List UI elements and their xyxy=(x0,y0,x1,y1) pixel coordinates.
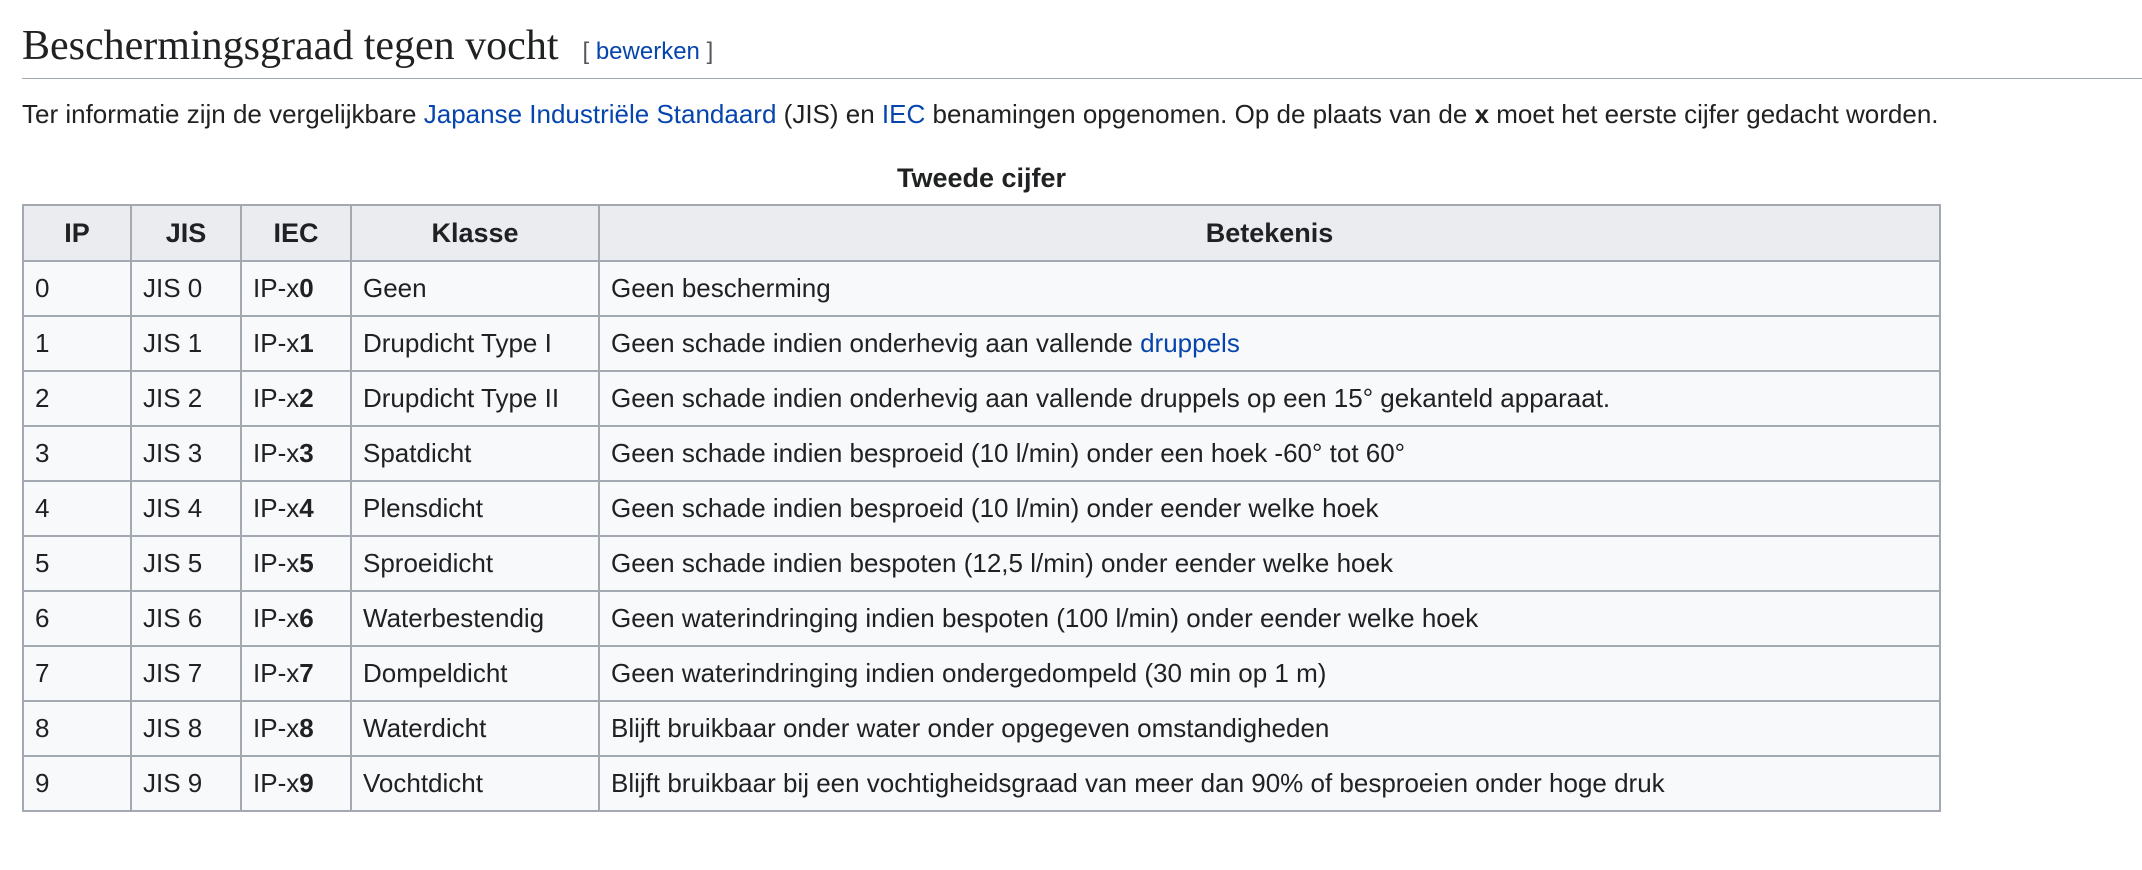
edit-bracket-close: ] xyxy=(706,38,714,65)
cell-ip: 6 xyxy=(23,591,131,646)
iec-prefix: IP-x xyxy=(253,548,300,578)
table-row xyxy=(23,536,1940,591)
iec-digit: 8 xyxy=(299,713,314,743)
intro-text-1: Ter informatie zijn de vergelijkbare xyxy=(22,99,424,129)
betekenis-text: Blijft bruikbaar onder water onder opgegeven omstandigheden xyxy=(611,713,1330,743)
iec-digit: 3 xyxy=(299,438,314,468)
iec-digit: 4 xyxy=(299,493,314,523)
iec-prefix: IP-x xyxy=(253,768,300,798)
iec-digit: 2 xyxy=(299,383,314,413)
table-row xyxy=(23,756,1940,811)
cell-klasse: Plensdicht xyxy=(351,481,599,536)
cell-iec xyxy=(241,646,351,701)
cell-jis: JIS 1 xyxy=(131,316,241,371)
header-ip: IP xyxy=(23,205,131,261)
cell-ip: 7 xyxy=(23,646,131,701)
header-jis: JIS xyxy=(131,205,241,261)
iec-prefix: IP-x xyxy=(253,273,300,303)
iec-digit: 1 xyxy=(299,328,314,358)
table-row xyxy=(23,426,1940,481)
iec-digit: 7 xyxy=(299,658,314,688)
cell-klasse: Dompeldicht xyxy=(351,646,599,701)
cell-jis: JIS 8 xyxy=(131,701,241,756)
iec-prefix: IP-x xyxy=(253,438,300,468)
cell-ip: 9 xyxy=(23,756,131,811)
intro-text-3: benamingen opgenomen. Op de plaats van de xyxy=(925,99,1475,129)
article-section xyxy=(22,20,2142,812)
betekenis-text: Geen schade indien onderhevig aan vallende druppels op een 15° gekanteld apparaat. xyxy=(611,383,1611,413)
cell-ip: 1 xyxy=(23,316,131,371)
table-caption: Tweede cijfer xyxy=(896,163,1067,193)
cell-betekenis xyxy=(599,316,1940,371)
cell-ip: 2 xyxy=(23,371,131,426)
table-row xyxy=(23,371,1940,426)
table-row xyxy=(23,646,1940,701)
intro-bold-x: x xyxy=(1474,99,1490,129)
iec-prefix: IP-x xyxy=(253,713,300,743)
cell-klasse: Vochtdicht xyxy=(351,756,599,811)
iec-prefix: IP-x xyxy=(253,603,300,633)
cell-betekenis xyxy=(599,481,1940,536)
cell-klasse: Sproeidicht xyxy=(351,536,599,591)
cell-klasse: Drupdicht Type I xyxy=(351,316,599,371)
cell-betekenis xyxy=(599,701,1940,756)
cell-iec xyxy=(241,371,351,426)
iec-link[interactable]: IEC xyxy=(881,99,926,129)
betekenis-text: Geen schade indien onderhevig aan vallende xyxy=(611,328,1141,358)
cell-klasse: Geen xyxy=(351,261,599,316)
iec-prefix: IP-x xyxy=(253,328,300,358)
cell-ip: 8 xyxy=(23,701,131,756)
intro-text-2: (JIS) en xyxy=(776,99,882,129)
section-heading-row xyxy=(22,20,2142,79)
cell-klasse: Waterdicht xyxy=(351,701,599,756)
cell-betekenis xyxy=(599,646,1940,701)
cell-jis: JIS 5 xyxy=(131,536,241,591)
table-body xyxy=(23,261,1940,811)
edit-link[interactable]: bewerken xyxy=(595,38,700,65)
cell-jis: JIS 4 xyxy=(131,481,241,536)
cell-iec xyxy=(241,536,351,591)
table-header-row xyxy=(23,205,1940,261)
header-klasse: Klasse xyxy=(351,205,599,261)
betekenis-text: Geen waterindringing indien ondergedompeld (30 min op 1 m) xyxy=(611,658,1327,688)
edit-bracket-open: [ xyxy=(582,38,590,65)
table-row xyxy=(23,316,1940,371)
cell-iec xyxy=(241,701,351,756)
jis-link[interactable]: Japanse Industriële Standaard xyxy=(423,99,777,129)
cell-betekenis xyxy=(599,591,1940,646)
iec-digit: 9 xyxy=(299,768,314,798)
cell-klasse: Drupdicht Type II xyxy=(351,371,599,426)
betekenis-text: Geen schade indien besproeid (10 l/min) onder eender welke hoek xyxy=(611,493,1379,523)
cell-klasse: Spatdicht xyxy=(351,426,599,481)
betekenis-text: Geen bescherming xyxy=(611,273,831,303)
iec-prefix: IP-x xyxy=(253,383,300,413)
druppels-link[interactable]: druppels xyxy=(1140,328,1240,358)
iec-digit: 6 xyxy=(299,603,314,633)
cell-betekenis xyxy=(599,371,1940,426)
cell-ip: 0 xyxy=(23,261,131,316)
betekenis-text: Geen waterindringing indien bespoten (100 l/min) onder eender welke hoek xyxy=(611,603,1479,633)
table-row xyxy=(23,701,1940,756)
intro-text-4: moet het eerste cijfer gedacht worden. xyxy=(1489,99,1939,129)
table-row xyxy=(23,261,1940,316)
cell-betekenis xyxy=(599,261,1940,316)
iec-prefix: IP-x xyxy=(253,493,300,523)
cell-betekenis xyxy=(599,756,1940,811)
header-betekenis: Betekenis xyxy=(599,205,1940,261)
iec-prefix: IP-x xyxy=(253,658,300,688)
table-row xyxy=(23,591,1940,646)
cell-jis: JIS 3 xyxy=(131,426,241,481)
table-row xyxy=(23,481,1940,536)
header-iec: IEC xyxy=(241,205,351,261)
betekenis-text: Blijft bruikbaar bij een vochtigheidsgraad van meer dan 90% of besproeien onder hoge druk xyxy=(611,768,1665,798)
cell-ip: 3 xyxy=(23,426,131,481)
betekenis-text: Geen schade indien besproeid (10 l/min) onder een hoek -60° tot 60° xyxy=(611,438,1406,468)
cell-jis: JIS 2 xyxy=(131,371,241,426)
iec-digit: 5 xyxy=(299,548,314,578)
cell-iec xyxy=(241,481,351,536)
cell-betekenis xyxy=(599,536,1940,591)
cell-klasse: Waterbestendig xyxy=(351,591,599,646)
cell-jis: JIS 0 xyxy=(131,261,241,316)
ip-table xyxy=(22,163,1941,812)
cell-iec xyxy=(241,591,351,646)
betekenis-text: Geen schade indien bespoten (12,5 l/min) onder eender welke hoek xyxy=(611,548,1393,578)
cell-jis: JIS 6 xyxy=(131,591,241,646)
cell-jis: JIS 9 xyxy=(131,756,241,811)
cell-iec xyxy=(241,316,351,371)
cell-ip: 4 xyxy=(23,481,131,536)
cell-jis: JIS 7 xyxy=(131,646,241,701)
cell-ip: 5 xyxy=(23,536,131,591)
cell-iec xyxy=(241,426,351,481)
cell-iec xyxy=(241,756,351,811)
edit-section xyxy=(582,38,713,66)
cell-betekenis xyxy=(599,426,1940,481)
intro-paragraph xyxy=(22,95,2142,133)
iec-digit: 0 xyxy=(299,273,314,303)
cell-iec xyxy=(241,261,351,316)
section-heading: Beschermingsgraad tegen vocht xyxy=(22,23,559,69)
